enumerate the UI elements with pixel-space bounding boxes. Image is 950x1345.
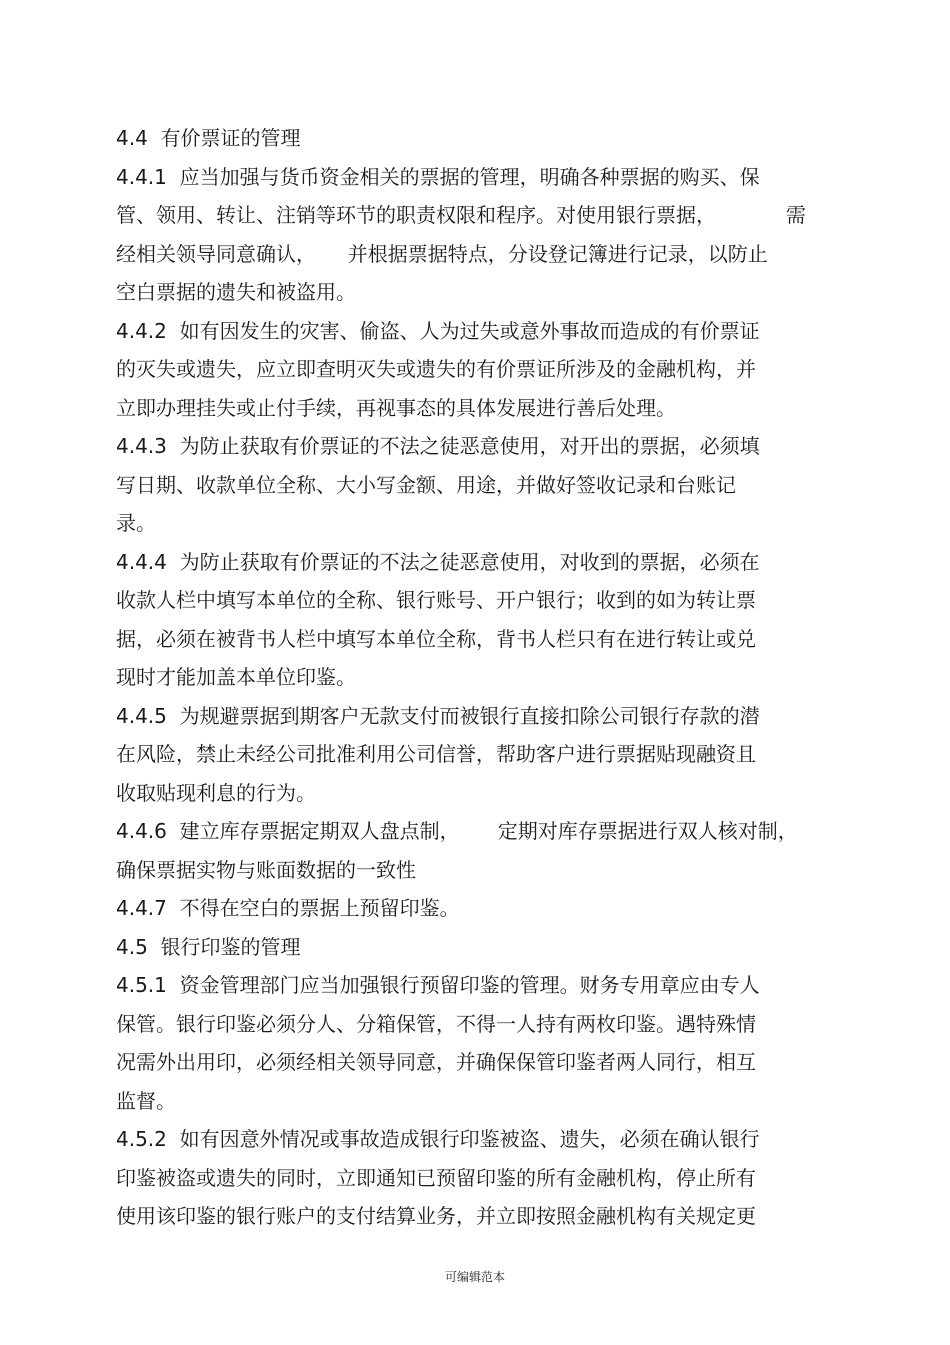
paragraph-line: 录。 bbox=[116, 511, 156, 535]
paragraph-line: 况需外出用印，必须经相关领导同意，并确保保管印鉴者两人同行，相互 bbox=[116, 1050, 756, 1074]
paragraph-line: 管、领用、转让、注销等环节的职责权限和程序。对使用银行票据， 需 bbox=[116, 203, 806, 227]
paragraph-line: 使用该印鉴的银行账户的支付结算业务，并立即按照金融机构有关规定更 bbox=[116, 1204, 756, 1228]
paragraph-line: 保管。银行印鉴必须分人、分箱保管，不得一人持有两枚印鉴。遇特殊情 bbox=[116, 1012, 756, 1036]
paragraph-line: 印鉴被盗或遗失的同时，立即通知已预留印鉴的所有金融机构，停止所有 bbox=[116, 1166, 756, 1190]
paragraph-line: 现时才能加盖本单位印鉴。 bbox=[116, 665, 356, 689]
paragraph-line: 空白票据的遗失和被盗用。 bbox=[116, 280, 356, 304]
paragraph-line: 4.4.4 为防止获取有价票证的不法之徒恶意使用，对收到的票据，必须在 bbox=[116, 550, 760, 574]
page-footer: 可编辑范本 bbox=[444, 1270, 505, 1284]
paragraph-line: 4.4.2 如有因发生的灾害、偷盗、人为过失或意外事故而造成的有价票证 bbox=[116, 319, 760, 343]
paragraph-line: 经相关领导同意确认， 并根据票据特点，分设登记簿进行记录，以防止 bbox=[116, 242, 768, 266]
paragraph-line: 4.4.1 应当加强与货币资金相关的票据的管理，明确各种票据的购买、保 bbox=[116, 165, 760, 189]
paragraph-line: 立即办理挂失或止付手续，再视事态的具体发展进行善后处理。 bbox=[116, 396, 676, 420]
paragraph-line: 收款人栏中填写本单位的全称、银行账号、开户银行；收到的如为转让票 bbox=[116, 588, 756, 612]
paragraph-line: 写日期、收款单位全称、大小写金额、用途，并做好签收记录和台账记 bbox=[116, 473, 736, 497]
paragraph-line: 4.4.5 为规避票据到期客户无款支付而被银行直接扣除公司银行存款的潜 bbox=[116, 704, 760, 728]
paragraph-line: 监督。 bbox=[116, 1089, 176, 1113]
paragraph-line: 4.4.7 不得在空白的票据上预留印鉴。 bbox=[116, 896, 460, 920]
paragraph-line: 4.5.1 资金管理部门应当加强银行预留印鉴的管理。财务专用章应由专人 bbox=[116, 973, 760, 997]
paragraph-line: 4.4.3 为防止获取有价票证的不法之徒恶意使用，对开出的票据，必须填 bbox=[116, 434, 760, 458]
paragraph-line: 据，必须在被背书人栏中填写本单位全称，背书人栏只有在进行转让或兑 bbox=[116, 627, 756, 651]
paragraph-line: 确保票据实物与账面数据的一致性 bbox=[116, 858, 416, 882]
paragraph-line: 4.4.6 建立库存票据定期双人盘点制， 定期对库存票据进行双人核对制， bbox=[116, 819, 798, 843]
section-heading: 4.5 银行印鉴的管理 bbox=[116, 935, 301, 959]
paragraph-line: 的灭失或遗失，应立即查明灭失或遗失的有价票证所涉及的金融机构，并 bbox=[116, 357, 756, 381]
paragraph-line: 收取贴现利息的行为。 bbox=[116, 781, 316, 805]
paragraph-line: 在风险，禁止未经公司批准利用公司信誉，帮助客户进行票据贴现融资且 bbox=[116, 742, 756, 766]
paragraph-line: 4.5.2 如有因意外情况或事故造成银行印鉴被盗、遗失，必须在确认银行 bbox=[116, 1127, 760, 1151]
section-heading: 4.4 有价票证的管理 bbox=[116, 126, 301, 150]
